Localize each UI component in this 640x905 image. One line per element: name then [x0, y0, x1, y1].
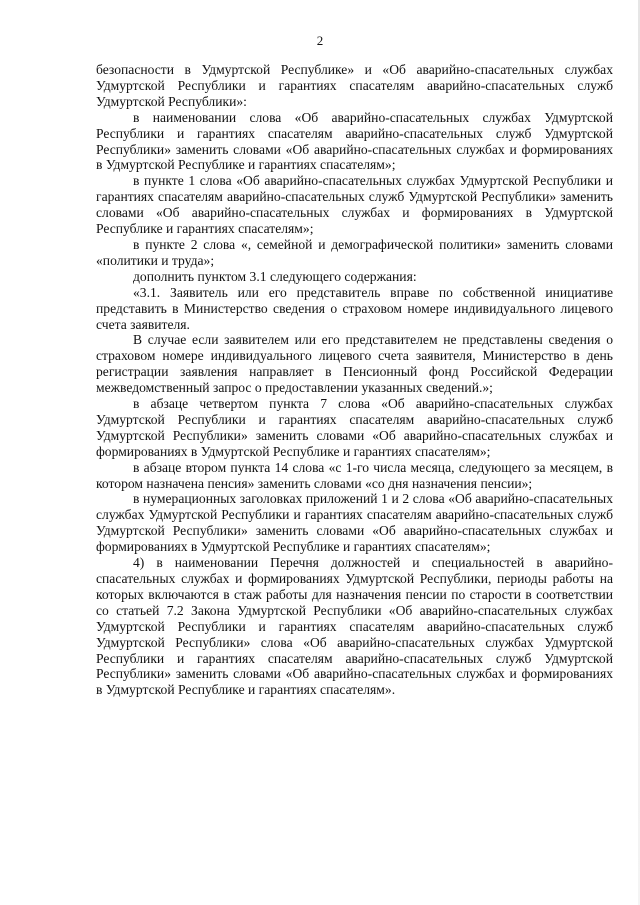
paragraph: «3.1. Заявитель или его представитель вправе по собственной инициативе представить в Министерство сведения о страховом номере индивидуального лицевого счета заявителя.	[96, 284, 613, 332]
paragraph: 4) в наименовании Перечня должностей и специальностей в аварийно-спасательных службах и формированиях Удмуртской Республики, периоды работы на которых включаются в стаж работы для назначения пенсии по старости в соответствии со статьей 7.2 Закона Удмуртской Республики «Об аварийно-спасательных службах Удмуртской Республики и гарантиях спасателям аварийно-спасательных служб Удмуртской Республики» слова «Об аварийно-спасательных службах Удмуртской Республики и гарантиях спасателям аварийно-спасательных служб Удмуртской Республики» заменить словами «Об аварийно-спасательных службах и формированиях в Удмуртской Республике и гарантиях спасателям».	[96, 555, 613, 698]
document-body	[96, 62, 613, 698]
paragraph: в нумерационных заголовках приложений 1 и 2 слова «Об аварийно-спасательных службах Удмуртской Республики и гарантиях спасателям аварийно-спасательных служб Удмуртской Республики» заменить словами «Об аварийно-спасательных службах и формированиях в Удмуртской Республике и гарантиях спасателям»;	[96, 491, 613, 555]
page-number: 2	[316, 33, 324, 48]
paragraph: в абзаце четвертом пункта 7 слова «Об аварийно-спасательных службах Удмуртской Республики и гарантиях спасателям аварийно-спасательных служб Удмуртской Республики» заменить словами «Об аварийно-спасательных службах и формированиях в Удмуртской Республике и гарантиях спасателям»;	[96, 396, 613, 459]
paragraph: дополнить пунктом 3.1 следующего содержания:	[133, 268, 417, 284]
paragraph: в абзаце втором пункта 14 слова «с 1-го числа месяца, следующего за месяцем, в котором назначена пенсия» заменить словами «со дня назначения пенсии»;	[96, 459, 613, 491]
paragraph-continuation: безопасности в Удмуртской Республике» и «Об аварийно-спасательных службах Удмуртской Республики и гарантиях спасателям аварийно-спасательных служб Удмуртской Республики»:	[96, 62, 613, 109]
paragraph: в наименовании слова «Об аварийно-спасательных службах Удмуртской Республики и гарантиях спасателям аварийно-спасательных служб Удмуртской Республики» заменить словами «Об аварийно-спасательных службах и формированиях в Удмуртской Республике и гарантиях спасателям»;	[96, 109, 613, 173]
paragraph: в пункте 2 слова «, семейной и демографической политики» заменить словами «политики и труда»;	[96, 236, 613, 268]
paragraph: В случае если заявителем или его представителем не представлены сведения о страховом номере индивидуального лицевого счета заявителя, Министерство в день регистрации заявления направляет в Пенсионный фонд Российской Федерации межведомственный запрос о предоставлении указанных сведений.»;	[96, 332, 613, 396]
paragraph: в пункте 1 слова «Об аварийно-спасательных службах Удмуртской Республики и гарантиях спасателям аварийно-спасательных служб Удмуртской Республики» заменить словами «Об аварийно-спасательных службах и формированиях в Удмуртской Республике и гарантиях спасателям»;	[96, 173, 613, 237]
